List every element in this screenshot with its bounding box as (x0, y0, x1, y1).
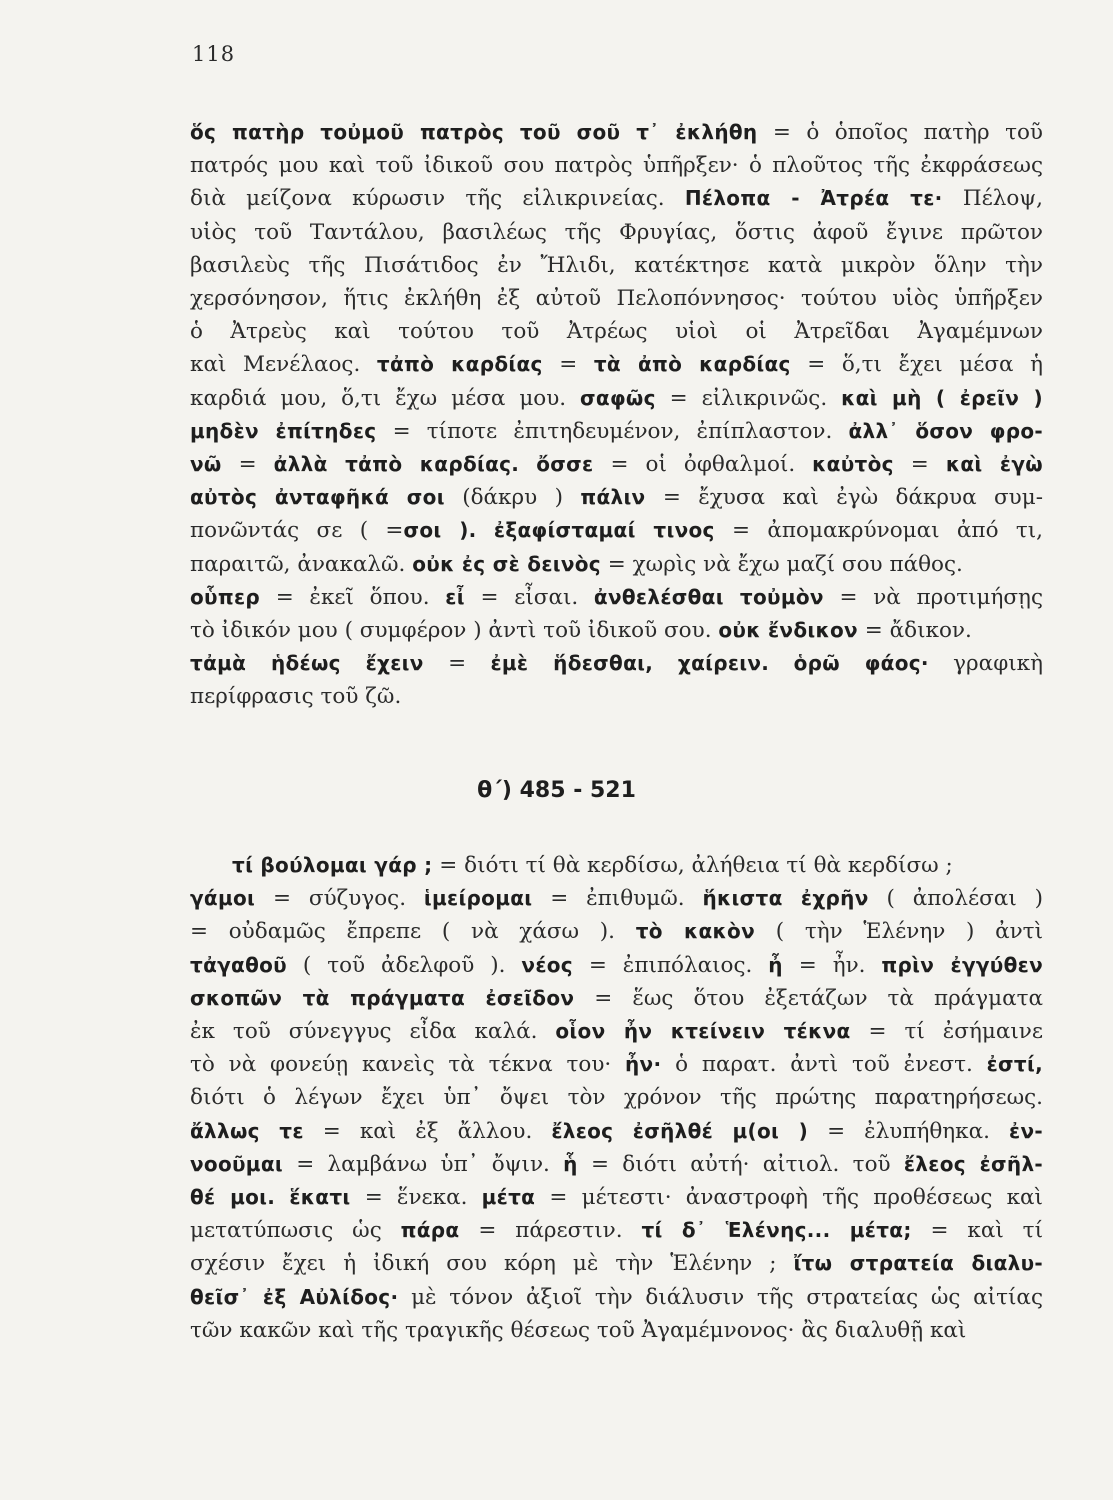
text-line (190, 581, 1043, 614)
text-line (190, 1314, 1043, 1347)
text-line (190, 182, 1043, 215)
lemma-term: ἥκιστα ἐχρῆν (702, 886, 869, 911)
gloss-text: = πάρεστιν. (459, 1218, 642, 1244)
gloss-text: = διότι αὐτή· αἰτιολ. τοῦ (577, 1151, 904, 1177)
gloss-text: = χωρὶς νὰ ἔχω μαζί σου πάθος. (600, 551, 963, 577)
gloss-text: καρδιά μου, ὅ,τι ἔχω μέσα μου. (190, 385, 581, 411)
gloss-text: = τί ἐσήμαινε (850, 1019, 1043, 1044)
lemma-term: ἔλεος ἐσῆλ- (903, 1151, 1043, 1176)
text-line (190, 1281, 1043, 1314)
lemma-term: Πέλοπα - Ἀτρέα τε· (684, 186, 943, 211)
gloss-text: τὸ ἰδικόν μου ( συμφέρον ) ἀντὶ τοῦ ἰδικοῦ σου. (190, 618, 719, 643)
text-line (190, 282, 1043, 315)
gloss-text: χερσόνησον, ἥτις ἐκλήθη ἐξ αὐτοῦ Πελοπόννησος· τούτου υἱὸς ὑπῆρξεν (190, 286, 1043, 311)
gloss-text: = εἶσαι. (464, 584, 594, 610)
lemma-term: θεῖσ᾽ ἐξ Αὐλίδος· (190, 1284, 399, 1309)
text-line (190, 949, 1043, 982)
gloss-text (275, 1185, 289, 1210)
lemma-term: ἄλλως τε (190, 1118, 304, 1143)
text-line (190, 216, 1043, 249)
gloss-text: = σύζυγος. (255, 886, 424, 912)
lemma-term: ἕκατι (289, 1185, 351, 1209)
gloss-text: = διότι τί θὰ κερδίσω, ἀλήθεια τί θὰ κερδίσω ; (432, 853, 953, 878)
text-line (190, 382, 1043, 415)
gloss-text: = (542, 352, 594, 378)
gloss-text: = ἔχυσα καὶ ἐγὼ δάκρυα συμ- (645, 485, 1043, 511)
gloss-text: υἱὸς τοῦ Ταντάλου, βασιλέως τῆς Φρυγίας, ὅστις ἀφοῦ ἔγινε πρῶτον (190, 219, 1043, 245)
text-line (190, 849, 1043, 882)
gloss-text: τὸ νὰ φονεύῃ κανεὶς τὰ τέκνα του· (190, 1052, 626, 1078)
lemma-term: αὐτὸς ἀνταφῆκά σοι (190, 485, 445, 510)
lemma-term: οὐκ ἐς σὲ δεινὸς (412, 551, 601, 576)
lemma-term: καὶ ἐγὼ (945, 452, 1043, 476)
gloss-text: (δάκρυ ) (444, 485, 581, 511)
gloss-text: Πέλοψ, (942, 186, 1043, 212)
gloss-text: ( τοῦ ἀδελφοῦ ). (286, 952, 522, 978)
gloss-text: σχέσιν ἔχει ἡ ἰδική σου κόρη μὲ τὴν Ἑλένην ; (190, 1251, 794, 1277)
lemma-term: ἱμείρομαι (423, 886, 533, 911)
lemma-term: ἔλεος ἐσῆλθέ μ(οι ) (551, 1118, 809, 1143)
gloss-text: = ἦν. (782, 952, 882, 978)
lemma-term: πάρα (400, 1218, 460, 1243)
lemma-term: τὸ κακὸν (635, 919, 756, 944)
gloss-text (519, 452, 536, 477)
gloss-text: = (221, 452, 274, 477)
lemma-term: σκοπῶν τὰ πράγματα ἐσεῖδον (190, 985, 575, 1010)
lemma-term: τἀμὰ ἡδέως ἔχειν (190, 651, 424, 676)
page-number: 118 (192, 42, 236, 66)
gloss-text: μετατύπωσις ὡς (190, 1218, 401, 1244)
lemma-term: πρὶν ἐγγύθεν (881, 952, 1043, 977)
lemma-term: καὐτὸς (812, 452, 894, 476)
lemma-term: σαφῶς (580, 385, 656, 410)
gloss-text: = ὅ,τι ἔχει μέσα ἡ (790, 352, 1043, 378)
lemma-term: εἶ (445, 584, 465, 609)
lemma-term: ὄσσε (536, 452, 594, 476)
gloss-text: = ἐπιπόλαιος. (572, 952, 769, 978)
text-line (190, 415, 1043, 448)
section-heading: θ΄) 485 - 521 (477, 778, 636, 803)
gloss-text (769, 651, 793, 676)
gloss-text: = (423, 651, 491, 677)
text-line (190, 1048, 1043, 1081)
gloss-text: = ὁ ὁποῖος πατὴρ τοῦ (757, 120, 1043, 145)
lemma-term: νοοῦμαι (190, 1151, 283, 1176)
text-line (190, 614, 1043, 647)
gloss-text: γραφικὴ (928, 651, 1043, 677)
lemma-term: τἀγαθοῦ (190, 952, 287, 977)
lemma-term: μηδὲν ἐπίτηδες (190, 418, 377, 443)
gloss-text (477, 518, 494, 543)
text-line (190, 315, 1043, 348)
lemma-term: τί δ᾽ Ἑλένης... μέτα; (641, 1218, 912, 1243)
lemma-term: οὐκ ἔνδικον (718, 618, 858, 642)
lemma-term: ἦν· (625, 1052, 662, 1077)
text-line (190, 548, 1043, 581)
gloss-text: ( τὴν Ἑλένην ) ἀντὶ (755, 919, 1043, 945)
gloss-text: ὁ παρατ. ἀντὶ τοῦ ἐνεστ. (661, 1052, 987, 1078)
gloss-text: = καὶ τί (911, 1218, 1043, 1244)
text-line (190, 647, 1043, 680)
lemma-term: τἀπὸ καρδίας (376, 352, 543, 377)
gloss-text: = οἱ ὀφθαλμοί. (593, 452, 813, 477)
gloss-text: πατρός μου καὶ τοῦ ἰδικοῦ σου πατρὸς ὑπῆρξεν· ὁ πλοῦτος τῆς ἐκφράσεως (190, 153, 1043, 179)
gloss-text: = ἕνεκα. (350, 1185, 482, 1210)
lemma-term: σοι ). (403, 518, 477, 543)
text-line (190, 680, 1043, 713)
text-line (190, 149, 1043, 182)
lemma-term: ἐστί, (986, 1052, 1043, 1077)
gloss-text: ( ἀπολέσαι ) (868, 886, 1043, 912)
lemma-term: θέ μοι. (190, 1185, 276, 1209)
gloss-text: = λαμβάνω ὑπ᾽ ὄψιν. (282, 1151, 564, 1177)
text-line (190, 514, 1043, 547)
lemma-term: οὗπερ (190, 584, 261, 609)
gloss-text: = εἰλικρινῶς. (655, 385, 842, 411)
gloss-text: = νὰ προτιμήσῃς (823, 584, 1043, 610)
lemma-term: ἐν- (1009, 1118, 1043, 1143)
gloss-text: μὲ τόνον ἀξιοῖ τὴν διάλυσιν τῆς στρατείας ὡς αἰτίας (398, 1284, 1043, 1310)
gloss-text: διὰ μείζονα κύρωσιν τῆς εἰλικρινείας. (190, 186, 685, 212)
text-line (190, 1247, 1043, 1280)
lemma-term: ἦ (768, 952, 783, 977)
gloss-text: = ἀπομακρύνομαι ἀπό τι, (714, 518, 1043, 544)
text-line (190, 249, 1043, 282)
text-line (190, 481, 1043, 514)
text-line (190, 882, 1043, 915)
lemma-term: νέος (521, 952, 573, 977)
gloss-text: = καὶ ἐξ ἄλλου. (303, 1118, 552, 1144)
text-line (190, 1081, 1043, 1114)
lemma-term: ἐξαφίσταμαί τινος (493, 518, 715, 543)
gloss-text: = οὐδαμῶς ἔπρεπε ( νὰ χάσω ). (190, 919, 636, 945)
text-line (190, 448, 1043, 481)
lemma-term: ἀλλὰ τἀπὸ καρδίας. (273, 452, 520, 476)
gloss-text: = μέτεστι· ἀναστροφὴ τῆς προθέσεως καὶ (535, 1185, 1043, 1210)
gloss-text: ὁ Ἀτρεὺς καὶ τούτου τοῦ Ἀτρέως υἱοὶ οἱ Ἀτρεῖδαι Ἀγαμέμνων (190, 319, 1043, 345)
lemma-term: πάλιν (580, 485, 646, 510)
text-line (190, 1148, 1043, 1181)
lemma-term: καὶ μὴ ( ἐρεῖν ) (841, 385, 1043, 410)
gloss-text: βασιλεὺς τῆς Πισάτιδος ἐν Ἤλιδι, κατέκτησε κατὰ μικρὸν ὅλην τὴν (190, 252, 1043, 278)
gloss-text: = ἐπιθυμῶ. (532, 886, 703, 912)
text-line (190, 1015, 1043, 1048)
gloss-text: ἐκ τοῦ σύνεγγυς εἶδα καλά. (190, 1019, 556, 1044)
gloss-text: = τίποτε ἐπιτηδευμένον, ἐπίπλαστον. (376, 418, 849, 444)
lemma-term: μέτα (481, 1185, 536, 1209)
lemma-term: οἷον ἦν κτείνειν τέκνα (555, 1019, 851, 1043)
gloss-text: πονῶντάς σε ( = (190, 518, 404, 544)
gloss-text: = ἄδικον. (857, 618, 972, 643)
lemma-term: ὁρῶ φάος· (793, 651, 929, 676)
lemma-term: τί βούλομαι γάρ ; (232, 853, 433, 877)
gloss-text: = (893, 452, 946, 477)
gloss-text: καὶ Μενέλαος. (190, 352, 377, 378)
text-line (190, 1181, 1043, 1214)
text-line (190, 1214, 1043, 1247)
lemma-term: ἴτω στρατεία διαλυ- (793, 1251, 1043, 1276)
lemma-term: ὅς πατὴρ τοὐμοῦ πατρὸς τοῦ σοῦ τ᾽ ἐκλήθη (190, 120, 758, 144)
gloss-text: = ἐκεῖ ὅπου. (260, 584, 446, 610)
lemma-term: ἧ (563, 1151, 578, 1176)
lemma-term: γάμοι (190, 886, 256, 911)
text-line (190, 915, 1043, 948)
text-line (190, 116, 1043, 149)
gloss-text: τῶν κακῶν καὶ τῆς τραγικῆς θέσεως τοῦ Ἀγαμέμνονος· ἂς διαλυθῇ καὶ (190, 1317, 967, 1343)
gloss-text: διότι ὁ λέγων ἔχει ὑπ᾽ ὄψει τὸν χρόνον τῆς πρώτης παρατηρήσεως. (190, 1085, 1043, 1111)
text-line (190, 348, 1043, 381)
lemma-term: νῶ (190, 452, 222, 476)
lemma-term: ἀνθελέσθαι τοὐμὸν (593, 584, 824, 609)
text-line (190, 1115, 1043, 1148)
gloss-text: περίφρασις τοῦ ζῶ. (190, 684, 402, 710)
gloss-text: = ἐλυπήθηκα. (808, 1118, 1010, 1144)
gloss-text: = ἕως ὅτου ἐξετάζων τὰ πράγματα (574, 985, 1043, 1011)
gloss-text: παραιτῶ, ἀνακαλῶ. (190, 551, 413, 577)
lemma-term: ἐμὲ ἥδεσθαι, χαίρειν. (490, 651, 770, 676)
lemma-term: ἀλλ᾽ ὅσον φρο- (848, 418, 1043, 443)
text-line (190, 982, 1043, 1015)
lemma-term: τὰ ἀπὸ καρδίας (593, 352, 791, 377)
